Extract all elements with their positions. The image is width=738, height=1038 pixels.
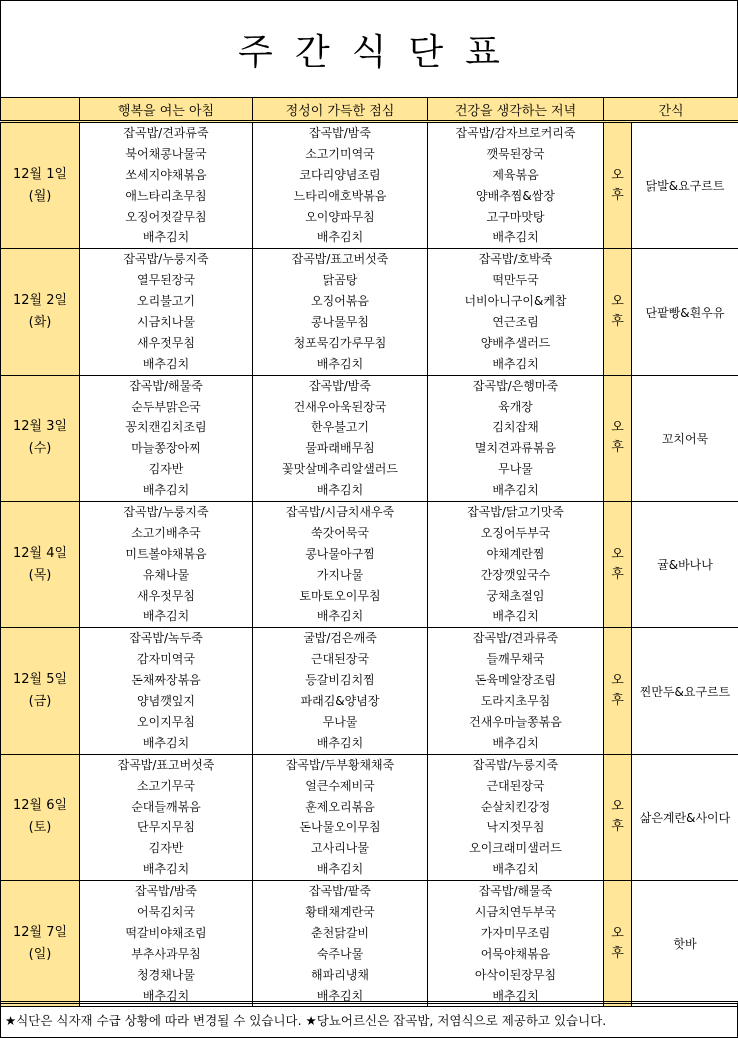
snack-time-char: 오 (611, 925, 624, 941)
lunch-item: 근대된장국 (311, 652, 369, 667)
dinner-item: 시금치연두부국 (474, 904, 557, 919)
lunch-item: 잡곡밥/밤죽 (308, 378, 371, 393)
breakfast-item: 미트볼야채볶음 (125, 546, 207, 561)
breakfast-item: 애느타리초무침 (125, 188, 207, 203)
breakfast-item: 배추김치 (142, 862, 190, 877)
weekday-label: (화) (28, 315, 52, 331)
dinner-item: 무나물 (498, 462, 533, 477)
day-row (1, 375, 738, 501)
lunch-item: 배추김치 (316, 356, 364, 371)
lunch-item: 물파래배무침 (305, 441, 375, 456)
snack-time-char: 오 (611, 546, 624, 562)
breakfast-item: 마늘쫑장아찌 (131, 441, 201, 456)
snack-time-char: 후 (611, 566, 624, 582)
lunch-item: 콩나물무침 (311, 315, 369, 330)
dinner-item: 잡곡밥/견과류죽 (472, 631, 559, 646)
lunch-item: 배추김치 (316, 862, 364, 877)
snack-cell: 삶은계란&사이다 (632, 754, 738, 880)
breakfast-cell (80, 881, 253, 1007)
breakfast-item: 감자미역국 (137, 652, 195, 667)
breakfast-item: 배추김치 (142, 988, 190, 1003)
breakfast-cell (80, 628, 253, 754)
date-label: 12월 4일 (12, 545, 68, 561)
breakfast-item: 순대들깨볶음 (131, 799, 201, 814)
snack-time-char: 후 (611, 945, 624, 961)
snack-time-cell (604, 881, 632, 1007)
breakfast-item: 잡곡밥/밤죽 (134, 884, 197, 899)
lunch-item: 무나물 (322, 714, 358, 729)
dinner-item: 배추김치 (492, 483, 539, 498)
dinner-item: 돈육메알장조림 (474, 673, 557, 688)
dinner-cell (428, 628, 604, 754)
breakfast-item: 소고기무국 (137, 778, 195, 793)
dinner-cell (428, 881, 604, 1007)
date-cell (1, 122, 80, 249)
lunch-item: 오이양파무침 (305, 209, 375, 224)
dinner-item: 배추김치 (492, 862, 539, 877)
day-row (1, 122, 738, 249)
snack-cell: 귤&바나나 (632, 502, 738, 628)
dinner-item: 건새우마늘쫑볶음 (469, 714, 562, 729)
lunch-cell (253, 375, 428, 501)
date-label: 12월 1일 (12, 166, 68, 182)
snack-time-char: 오 (611, 294, 624, 310)
breakfast-item: 어묵김치국 (137, 904, 195, 919)
dinner-cell (428, 375, 604, 501)
dinner-item: 제육볶음 (492, 167, 539, 182)
lunch-item: 배추김치 (316, 483, 364, 498)
snack-cell: 핫바 (632, 881, 738, 1007)
dinner-item: 배추김치 (492, 735, 539, 750)
dinner-item: 야채계란찜 (486, 546, 545, 561)
date-cell (1, 754, 80, 880)
breakfast-item: 시금치나물 (137, 315, 195, 330)
dinner-item: 잡곡밥/해물죽 (478, 884, 553, 899)
lunch-item: 쑥갓어묵국 (311, 525, 369, 540)
snack-cell: 찐만두&요구르트 (632, 628, 738, 754)
dinner-item: 잡곡밥/은행마죽 (472, 378, 559, 393)
snack-time-cell (604, 502, 632, 628)
dinner-item: 육개장 (498, 399, 533, 414)
snack-time-char: 오 (611, 799, 624, 815)
breakfast-item: 김자반 (148, 462, 184, 477)
dinner-item: 떡만두국 (492, 273, 539, 288)
lunch-item: 꽃맛살메추리알샐러드 (282, 462, 398, 477)
lunch-cell (253, 249, 428, 375)
header-lunch: 정성이 가득한 점심 (253, 98, 428, 122)
snack-time-char: 후 (611, 314, 624, 330)
dinner-item: 가자미무조림 (480, 925, 551, 940)
lunch-item: 배추김치 (316, 609, 364, 624)
breakfast-item: 잡곡밥/녹두죽 (129, 631, 203, 646)
breakfast-item: 부추사과무침 (131, 946, 201, 961)
snack-time-char: 오 (611, 167, 624, 183)
snack-time-cell (604, 628, 632, 754)
lunch-item: 해파리냉채 (311, 967, 369, 982)
snack-cell: 닭발&요구르트 (632, 122, 738, 249)
lunch-item: 등갈비김치찜 (305, 673, 375, 688)
dinner-item: 배추김치 (492, 988, 539, 1003)
weekly-menu-table (0, 97, 738, 1007)
snack-time-char: 오 (611, 420, 624, 436)
lunch-item: 코다리양념조림 (299, 167, 381, 182)
lunch-item: 배추김치 (316, 735, 364, 750)
lunch-item: 황태채계란국 (305, 904, 375, 919)
date-cell (1, 249, 80, 375)
footer-note: ★식단은 식자재 수급 상황에 따라 변경될 수 있습니다. ★당뇨어르신은 잡곡밥, 저염식으로 제공하고 있습니다. (0, 1001, 738, 1038)
dinner-item: 양배추찜&쌈장 (476, 188, 555, 203)
snack-time-cell (604, 754, 632, 880)
breakfast-item: 잡곡밥/견과류죽 (123, 126, 209, 140)
lunch-item: 잡곡밥/시금치새우죽 (285, 505, 395, 520)
date-label: 12월 2일 (12, 293, 68, 309)
weekday-label: (금) (28, 694, 52, 710)
lunch-item: 돈나물오이무침 (299, 820, 381, 835)
breakfast-item: 배추김치 (142, 609, 190, 624)
snack-time-cell (604, 375, 632, 501)
dinner-item: 깻묵된장국 (486, 146, 545, 161)
header-breakfast: 행복을 여는 아침 (80, 98, 253, 122)
breakfast-item: 잡곡밥/누룽지죽 (123, 252, 209, 267)
dinner-item: 잡곡밥/누룽지죽 (472, 757, 559, 772)
date-label: 12월 3일 (12, 419, 68, 435)
weekday-label: (목) (28, 567, 52, 583)
dinner-item: 연근조림 (492, 315, 539, 330)
lunch-item: 잡곡밥/표고버섯죽 (291, 252, 389, 267)
snack-time-char: 후 (611, 187, 624, 203)
dinner-item: 낙지젓무침 (486, 820, 545, 835)
lunch-item: 훈제오리볶음 (305, 799, 375, 814)
lunch-item: 잡곡밥/팥죽 (308, 884, 371, 899)
breakfast-item: 배추김치 (142, 356, 190, 371)
snack-time-char: 오 (611, 673, 624, 689)
breakfast-item: 배추김치 (142, 735, 190, 750)
dinner-item: 오징어두부국 (480, 525, 551, 540)
breakfast-cell (80, 249, 253, 375)
dinner-item: 순살치킨강정 (480, 799, 551, 814)
lunch-item: 춘천닭갈비 (311, 925, 369, 940)
snack-time-char: 후 (611, 693, 624, 709)
lunch-cell (253, 502, 428, 628)
day-row (1, 249, 738, 375)
lunch-item: 잡곡밥/밤죽 (308, 126, 371, 140)
lunch-item: 건새우아욱된장국 (293, 399, 387, 414)
lunch-cell (253, 881, 428, 1007)
breakfast-item: 청경채나물 (137, 967, 195, 982)
weekday-label: (수) (28, 441, 52, 457)
dinner-item: 잡곡밥/닭고기맛죽 (467, 505, 564, 520)
date-label: 12월 6일 (12, 798, 68, 814)
lunch-item: 가지나물 (316, 567, 364, 582)
breakfast-item: 새우젓무침 (137, 335, 195, 350)
breakfast-item: 양념깻잎지 (137, 694, 195, 709)
breakfast-item: 쏘세지야채볶음 (125, 167, 207, 182)
breakfast-cell (80, 502, 253, 628)
dinner-item: 도라지초무침 (480, 694, 551, 709)
weekday-label: (월) (28, 188, 52, 204)
date-cell (1, 502, 80, 628)
lunch-item: 잡곡밥/두부황채채죽 (285, 757, 395, 772)
dinner-item: 배추김치 (492, 230, 539, 245)
breakfast-cell (80, 122, 253, 249)
breakfast-item: 새우젓무침 (137, 588, 195, 603)
lunch-item: 토마토오이무침 (299, 588, 381, 603)
dinner-item: 고구마맛탕 (486, 209, 545, 224)
dinner-item: 배추김치 (492, 356, 539, 371)
date-label: 12월 7일 (12, 924, 68, 940)
lunch-item: 청포묵김가루무침 (293, 335, 387, 350)
weekday-label: (일) (28, 946, 52, 962)
date-cell (1, 881, 80, 1007)
breakfast-item: 소고기배추국 (131, 525, 201, 540)
snack-cell: 단팥빵&흰우유 (632, 249, 738, 375)
breakfast-item: 잡곡밥/표고버섯죽 (117, 757, 215, 772)
dinner-item: 근대된장국 (486, 778, 545, 793)
dinner-item: 아삭이된장무침 (474, 967, 557, 982)
dinner-item: 김치잡채 (492, 420, 539, 435)
dinner-item: 멸치견과류볶음 (474, 441, 557, 456)
lunch-item: 얼큰수제비국 (305, 778, 375, 793)
breakfast-item: 열무된장국 (137, 273, 195, 288)
breakfast-item: 잡곡밥/해물죽 (129, 378, 203, 393)
breakfast-item: 배추김치 (142, 483, 190, 498)
lunch-cell (253, 628, 428, 754)
date-cell (1, 375, 80, 501)
snack-time-cell (604, 249, 632, 375)
breakfast-item: 배추김치 (142, 230, 190, 245)
weekday-label: (토) (28, 820, 52, 836)
lunch-item: 콩나물아구찜 (305, 546, 375, 561)
dinner-item: 들깨무채국 (486, 652, 545, 667)
day-row (1, 881, 738, 1007)
breakfast-cell (80, 754, 253, 880)
lunch-item: 느타리애호박볶음 (293, 188, 387, 203)
lunch-item: 굴밥/검은깨죽 (303, 631, 377, 646)
breakfast-item: 오이지무침 (137, 714, 195, 729)
snack-time-char: 후 (611, 819, 624, 835)
day-row (1, 502, 738, 628)
breakfast-item: 단무지무침 (137, 820, 195, 835)
breakfast-item: 오리불고기 (137, 294, 195, 309)
dinner-item: 간장깻잎국수 (480, 567, 551, 582)
breakfast-item: 오징어젓갈무침 (125, 209, 207, 224)
day-row (1, 754, 738, 880)
page-title: 주간식단표 (0, 0, 738, 97)
snack-time-cell (604, 122, 632, 249)
breakfast-cell (80, 375, 253, 501)
snack-time-char: 후 (611, 440, 624, 456)
lunch-item: 소고기미역국 (305, 146, 375, 161)
header-row (1, 98, 738, 122)
dinner-item: 궁채초절임 (486, 588, 545, 603)
dinner-cell (428, 249, 604, 375)
lunch-item: 숙주나물 (316, 946, 364, 961)
lunch-item: 고사리나물 (311, 841, 369, 856)
dinner-item: 어묵야채볶음 (480, 946, 551, 961)
lunch-item: 배추김치 (316, 230, 364, 245)
date-label: 12월 5일 (12, 672, 68, 688)
lunch-item: 한우불고기 (311, 420, 369, 435)
breakfast-item: 유채나물 (142, 567, 190, 582)
lunch-cell (253, 122, 428, 249)
breakfast-item: 김자반 (148, 841, 184, 856)
dinner-cell (428, 122, 604, 249)
breakfast-item: 떡갈비야채조림 (125, 925, 207, 940)
day-row (1, 628, 738, 754)
breakfast-item: 북어채콩나물국 (125, 146, 207, 161)
dinner-item: 너비아니구이&케찹 (464, 294, 567, 309)
dinner-cell (428, 502, 604, 628)
lunch-item: 배추김치 (316, 988, 364, 1003)
dinner-item: 양배추샐러드 (480, 335, 551, 350)
dinner-cell (428, 754, 604, 880)
breakfast-item: 잡곡밥/누룽지죽 (123, 505, 209, 520)
breakfast-item: 돈채짜장볶음 (131, 673, 201, 688)
dinner-item: 잡곡밥/호박죽 (478, 252, 553, 267)
lunch-item: 오징어볶음 (311, 294, 369, 309)
header-snack: 간식 (604, 98, 738, 122)
lunch-item: 파래김&양념장 (300, 694, 380, 709)
dinner-item: 오이크래미샐러드 (469, 841, 562, 856)
breakfast-item: 꽁치캔김치조림 (125, 420, 207, 435)
header-date (1, 98, 80, 122)
breakfast-item: 순두부맑은국 (131, 399, 201, 414)
date-cell (1, 628, 80, 754)
lunch-item: 닭곰탕 (322, 273, 358, 288)
dinner-item: 잡곡밥/감자브로커리죽 (455, 126, 576, 140)
snack-cell: 꼬치어묵 (632, 375, 738, 501)
header-dinner: 건강을 생각하는 저녁 (428, 98, 604, 122)
dinner-item: 배추김치 (492, 609, 539, 624)
lunch-cell (253, 754, 428, 880)
